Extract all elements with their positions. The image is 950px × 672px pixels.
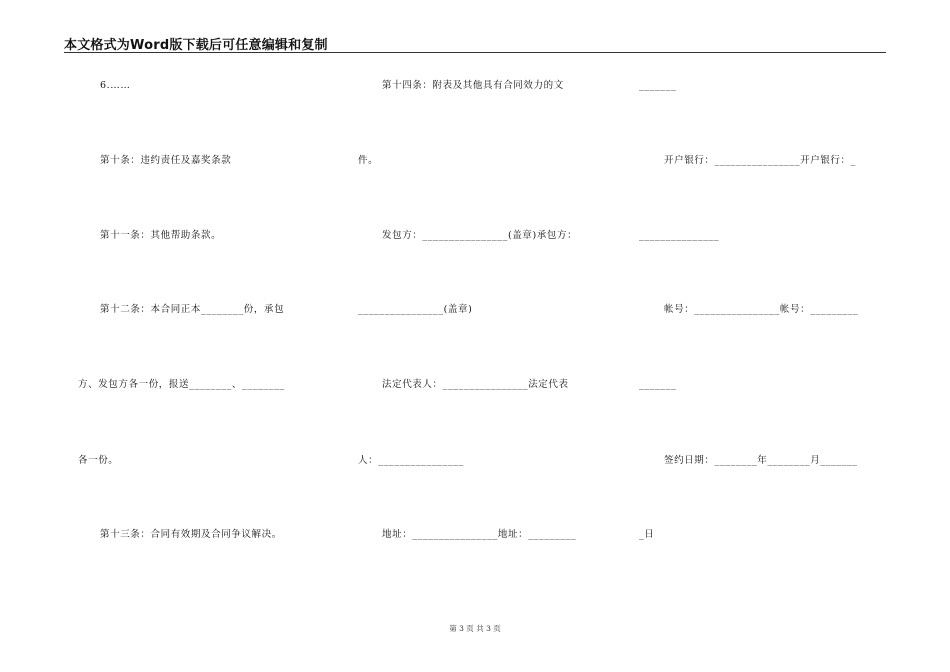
col2-line-7: 地址：________________地址：_________ bbox=[382, 529, 577, 540]
col1-line-5: 方、发包方各一份，报送________、________ bbox=[78, 379, 285, 390]
page-header bbox=[64, 34, 886, 53]
col1-line-1: 6.…… bbox=[100, 80, 131, 91]
col3-line-2: 开户银行：________________开户银行：_ bbox=[664, 155, 856, 166]
col1-line-6: 各一份。 bbox=[78, 455, 119, 466]
header-title: 本文格式为Word版下载后可任意编辑和复制 bbox=[64, 38, 328, 53]
col3-line-6: 签约日期：________年________月_______ bbox=[664, 455, 858, 466]
col2-line-5: 法定代表人：________________法定代表 bbox=[382, 379, 569, 390]
col2-line-6: 人：________________ bbox=[358, 455, 464, 466]
col3-line-4: 帐号：________________帐号：_________ bbox=[664, 304, 859, 315]
col3-line-3: _______________ bbox=[639, 230, 720, 241]
col1-line-7: 第十三条：合同有效期及合同争议解决。 bbox=[100, 529, 282, 540]
col3-line-7: _日 bbox=[639, 529, 655, 540]
col1-line-3: 第十一条：其他帮助条款。 bbox=[100, 230, 222, 241]
col2-line-2: 件。 bbox=[358, 155, 379, 166]
col3-line-1: _______ bbox=[639, 80, 677, 91]
page-number: 第 3 页 共 3 页 bbox=[449, 624, 501, 633]
col3-line-5: _______ bbox=[639, 379, 677, 390]
col1-line-2: 第十条：违约责任及嘉奖条款 bbox=[100, 155, 232, 166]
col2-line-1: 第十四条：附表及其他具有合同效力的文 bbox=[382, 80, 564, 91]
col2-line-4: ________________(盖章) bbox=[358, 304, 473, 315]
col2-line-3: 发包方：________________(盖章)承包方： bbox=[382, 230, 578, 241]
col1-line-4: 第十二条：本合同正本________份，承包 bbox=[100, 304, 285, 315]
